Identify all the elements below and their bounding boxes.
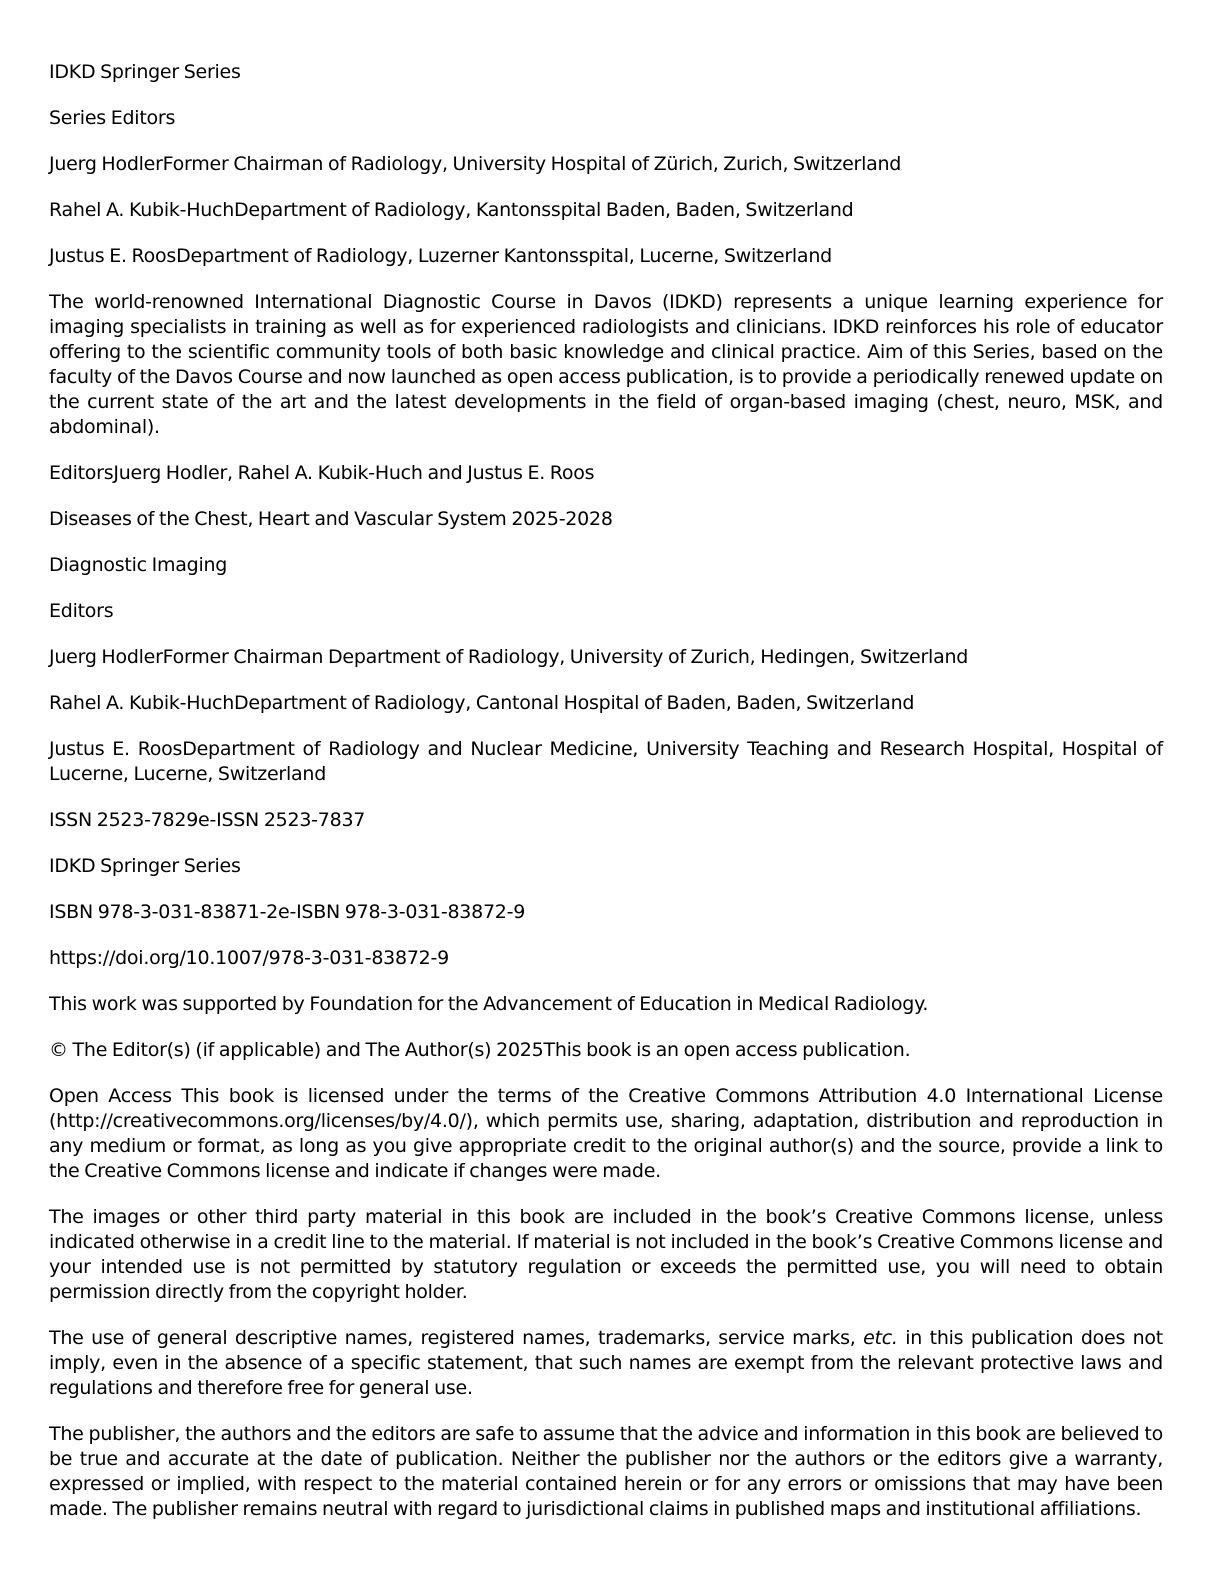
isbn: ISBN 978-3-031-83871-2e-ISBN 978-3-031-83872-9 [49, 901, 526, 923]
book-title: Diseases of the Chest, Heart and Vascular System 2025-2028 [49, 508, 613, 530]
copyright-line: © The Editor(s) (if applicable) and The Author(s) 2025This book is an open access publication. [49, 1039, 911, 1061]
editor-entry [49, 737, 1163, 787]
series-editor-entry [49, 198, 1163, 223]
trademark-text-end: in this publication does not imply, even in the absence of a specific statement, that such names are exempt from the relevant protective laws and regulations and therefore free for general use. [49, 1327, 1163, 1399]
book-editors-names: Juerg Hodler, Rahel A. Kubik-Huch and Justus E. Roos [113, 462, 595, 484]
editor-affiliation: Former Chairman of Radiology, University Hospital of Zürich, Zurich, Switzerland [162, 153, 902, 175]
book-subtitle: Diagnostic Imaging [49, 554, 228, 576]
series-editor-entry [49, 244, 1163, 269]
open-access-notice: Open Access This book is licensed under the terms of the Creative Commons Attribution 4.0 International License (http://creativecommons.org/licenses/by/4.0/), which permits use, sharing, adaptation, distribution and reproduction in any medium or format, as long as you give appropriate credit to the original author(s) and the source, provide a link to the Creative Commons license and indicate if changes were made. [49, 1085, 1163, 1182]
editor-name: Justus E. Roos [49, 738, 183, 760]
editor-entry [49, 691, 1163, 716]
editor-affiliation: Department of Radiology and Nuclear Medicine, University Teaching and Research Hospital, Hospital of Lucerne, Lucerne, Switzerland [49, 738, 1163, 785]
copyright-page [49, 60, 1163, 1543]
editor-name: Rahel A. Kubik-Huch [49, 692, 235, 714]
series-editor-entry [49, 152, 1163, 177]
editor-name: Justus E. Roos [49, 245, 177, 267]
issn: ISSN 2523-7829e-ISSN 2523-7837 [49, 809, 366, 831]
series-description: The world-renowned International Diagnostic Course in Davos (IDKD) represents a unique learning experience for imaging specialists in training as well as for experienced radiologists and clinicians. IDKD reinforces his role of educator offering to the scientific community tools of both basic knowledge and clinical practice. Aim of this Series, based on the faculty of the Davos Course and now launched as open access publication, is to provide a periodically renewed update on the current state of the art and the latest developments in the field of organ-based imaging (chest, neuro, MSK, and abdominal). [49, 291, 1163, 438]
support-statement: This work was supported by Foundation for the Advancement of Education in Medical Radiology. [49, 993, 929, 1015]
trademark-text: The use of general descriptive names, registered names, trademarks, service marks, [49, 1327, 864, 1349]
series-title: IDKD Springer Series [49, 61, 241, 83]
series-editors-heading: Series Editors [49, 107, 176, 129]
doi-link[interactable]: https://doi.org/10.1007/978-3-031-83872-9 [49, 947, 449, 969]
editor-affiliation: Department of Radiology, Kantonsspital Baden, Baden, Switzerland [234, 199, 854, 221]
editors-heading: Editors [49, 600, 114, 622]
series-name: IDKD Springer Series [49, 855, 241, 877]
book-editors-prefix: Editors [49, 462, 114, 484]
editor-affiliation: Department of Radiology, Luzerner Kantonsspital, Lucerne, Switzerland [176, 245, 832, 267]
trademark-etc: etc. [863, 1327, 898, 1349]
editor-affiliation: Department of Radiology, Cantonal Hospital of Baden, Baden, Switzerland [234, 692, 915, 714]
editor-affiliation: Former Chairman Department of Radiology, University of Zurich, Hedingen, Switzerland [162, 646, 969, 668]
book-editors-line [49, 461, 1163, 486]
trademark-notice [49, 1326, 1163, 1401]
editor-name: Juerg Hodler [49, 646, 163, 668]
editor-name: Rahel A. Kubik-Huch [49, 199, 235, 221]
disclaimer: The publisher, the authors and the editors are safe to assume that the advice and information in this book are believed to be true and accurate at the date of publication. Neither the publisher nor the authors or the editors give a warranty, expressed or implied, with respect to the material contained herein or for any errors or omissions that may have been made. The publisher remains neutral with regard to jurisdictional claims in published maps and institutional affiliations. [49, 1423, 1163, 1520]
editor-entry [49, 645, 1163, 670]
editor-name: Juerg Hodler [49, 153, 163, 175]
third-party-notice: The images or other third party material in this book are included in the book’s Creative Commons license, unless indicated otherwise in a credit line to the material. If material is not included in the book’s Creative Commons license and your intended use is not permitted by statutory regulation or exceeds the permitted use, you will need to obtain permission directly from the copyright holder. [49, 1206, 1163, 1303]
